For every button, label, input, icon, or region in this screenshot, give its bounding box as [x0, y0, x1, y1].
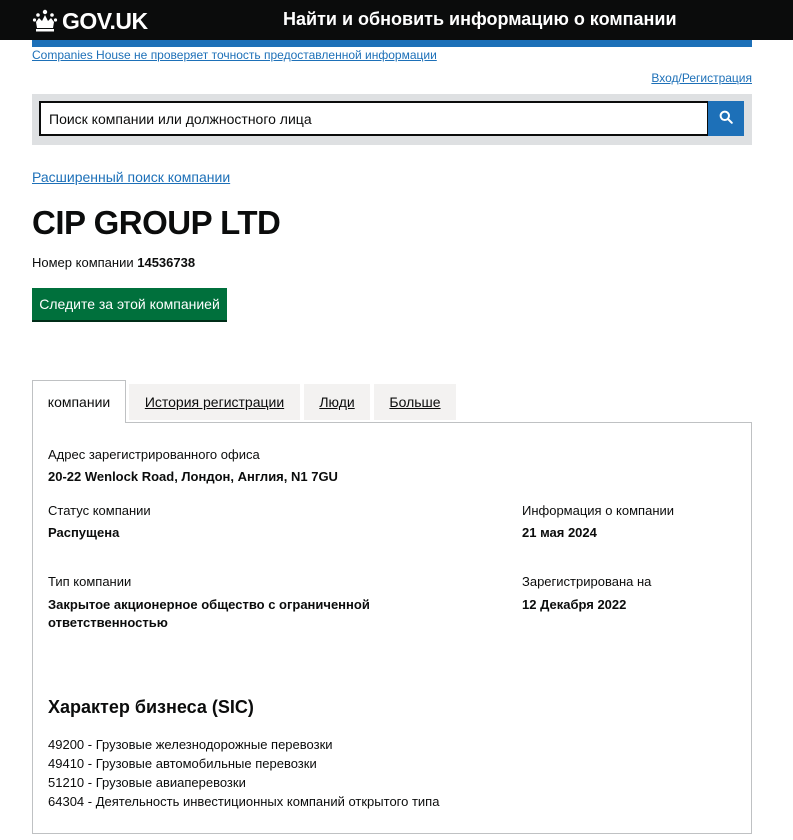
tab-company[interactable]: компании [32, 380, 126, 423]
company-type-value: Закрытое акционерное общество с ограниченной ответственностью [48, 597, 370, 630]
incorporated-date: 12 Декабря 2022 [522, 597, 627, 612]
company-info-label: Информация о компании [522, 503, 675, 518]
search-icon [719, 110, 733, 127]
sic-item: 51210 - Грузовые авиаперевозки [48, 775, 246, 790]
company-status-label: Статус компании [48, 503, 151, 518]
sic-item: 64304 - Деятельность инвестиционных компаний открытого типа [48, 794, 440, 809]
crown-icon [32, 9, 58, 33]
company-type-label: Тип компании [48, 574, 132, 589]
company-number-value: 14536738 [137, 255, 196, 270]
company-number [32, 255, 195, 270]
service-name[interactable]: Найти и обновить информацию о компании [283, 9, 677, 29]
sic-item: 49410 - Грузовые автомобильные перевозки [48, 756, 317, 771]
office-address-value: 20-22 Wenlock Road, Лондон, Англия, N1 7GU [48, 469, 338, 484]
incorporated-label: Зарегистрирована на [522, 574, 652, 589]
company-status-value: Распущена [48, 525, 120, 540]
sic-heading: Характер бизнеса (SIC) [48, 697, 254, 717]
search-button[interactable] [708, 101, 744, 136]
sic-list [48, 735, 439, 811]
header-blue-bar [32, 40, 752, 47]
company-number-label: Номер компании [32, 255, 134, 270]
govuk-header [0, 0, 793, 40]
advanced-search-link[interactable]: Расширенный поиск компании [32, 169, 231, 185]
govuk-logo-link[interactable] [32, 8, 148, 34]
disclaimer-link[interactable]: Companies House не проверяет точность предоставленной информации [32, 48, 437, 62]
tab-people[interactable]: Люди [304, 384, 370, 420]
tab-filing-history[interactable]: История регистрации [129, 384, 300, 420]
logo-text: GOV.UK [62, 7, 148, 34]
login-link[interactable]: Вход/Регистрация [651, 71, 752, 85]
office-address-label: Адрес зарегистрированного офиса [48, 447, 260, 462]
follow-company-button[interactable]: Следите за этой компанией [32, 288, 227, 320]
search-bar [32, 94, 752, 145]
page-title: CIP GROUP LTD [32, 204, 281, 241]
sic-item: 49200 - Грузовые железнодорожные перевозки [48, 737, 333, 752]
tab-more[interactable]: Больше [374, 384, 456, 420]
search-input[interactable] [39, 101, 709, 136]
company-info-date: 21 мая 2024 [522, 525, 597, 540]
